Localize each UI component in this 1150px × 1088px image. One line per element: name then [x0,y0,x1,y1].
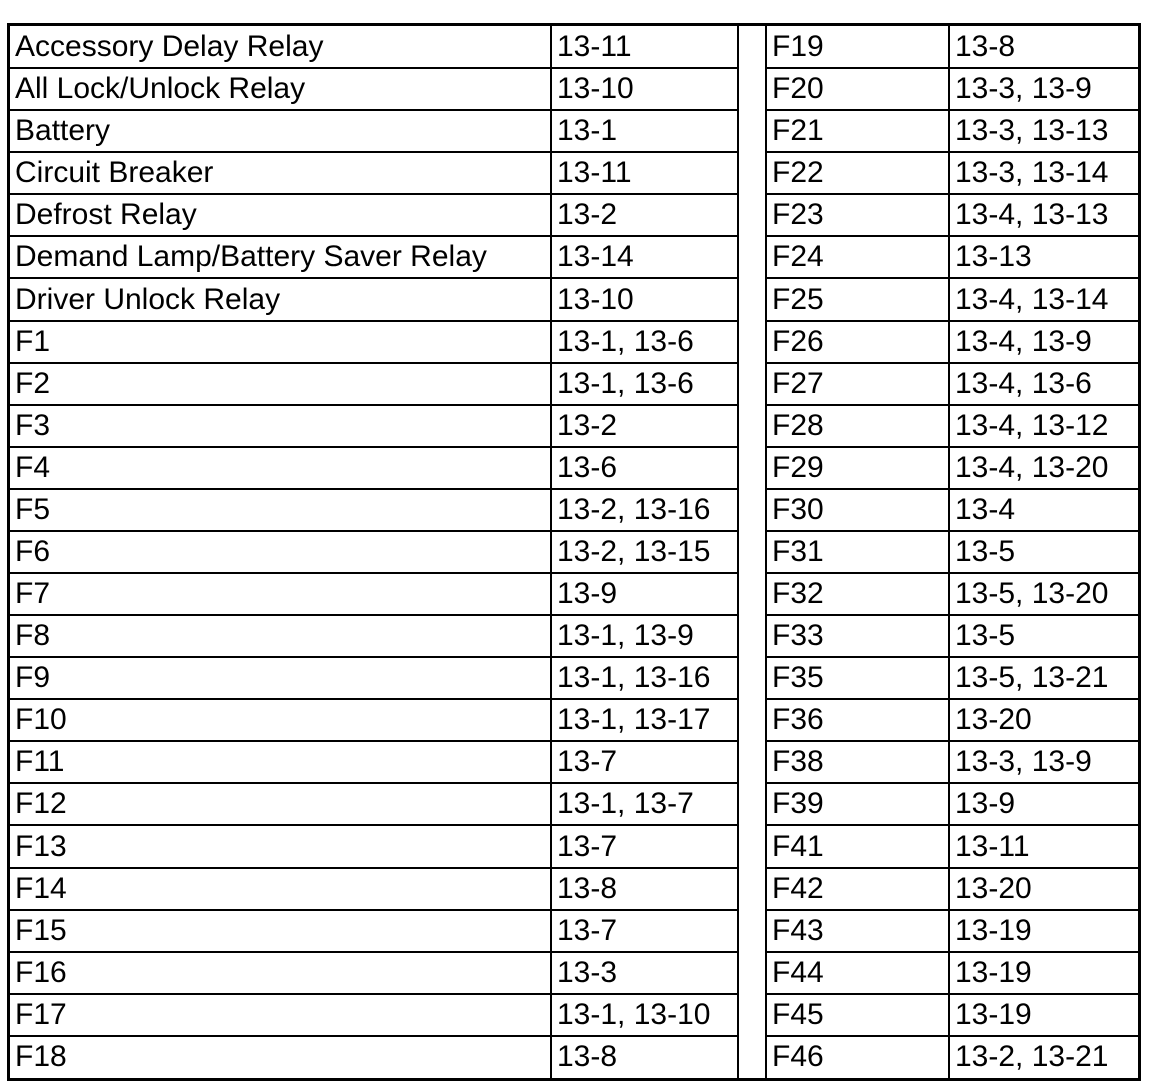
component-name-cell: F20 [766,68,949,110]
table-row [10,994,1138,1036]
component-name-cell: F17 [10,994,551,1036]
table-row [10,110,1138,152]
component-name-cell: F14 [10,868,551,910]
component-name-cell: F9 [10,657,551,699]
column-gap-cell [738,447,766,489]
component-name-cell: F8 [10,615,551,657]
page-reference-cell: 13-4 [949,489,1138,531]
component-name-cell: F22 [766,152,949,194]
page-reference-cell: 13-1, 13-10 [551,994,738,1036]
table-row [10,825,1138,867]
page-reference-cell: 13-19 [949,952,1138,994]
page-reference-cell: 13-3, 13-9 [949,741,1138,783]
table-row [10,489,1138,531]
page-reference-cell: 13-2, 13-15 [551,531,738,573]
column-gap-cell [738,615,766,657]
page-reference-cell: 13-11 [949,825,1138,867]
component-name-cell: F7 [10,573,551,615]
page-reference-cell: 13-3, 13-13 [949,110,1138,152]
page-reference-cell: 13-11 [551,152,738,194]
component-name-cell: F16 [10,952,551,994]
page-reference-cell: 13-7 [551,825,738,867]
column-gap-cell [738,825,766,867]
page-reference-cell: 13-19 [949,994,1138,1036]
component-name-cell: F35 [766,657,949,699]
page-reference-cell: 13-10 [551,68,738,110]
page-reference-cell: 13-1, 13-6 [551,363,738,405]
page-reference-cell: 13-4, 13-6 [949,363,1138,405]
component-name-cell: F44 [766,952,949,994]
component-name-cell: Driver Unlock Relay [10,278,551,320]
table-row [10,447,1138,489]
component-name-cell: F23 [766,194,949,236]
component-name-cell: Accessory Delay Relay [10,26,551,68]
page-reference-cell: 13-1 [551,110,738,152]
page-reference-cell: 13-1, 13-9 [551,615,738,657]
component-name-cell: F4 [10,447,551,489]
table-row [10,278,1138,320]
column-gap-cell [738,699,766,741]
page-reference-cell: 13-1, 13-7 [551,783,738,825]
component-index-body [10,26,1138,1078]
table-row [10,952,1138,994]
page-reference-cell: 13-4, 13-20 [949,447,1138,489]
page-reference-cell: 13-9 [949,783,1138,825]
table-row [10,910,1138,952]
component-name-cell: F26 [766,321,949,363]
page-reference-cell: 13-7 [551,741,738,783]
column-gap-cell [738,531,766,573]
table-row [10,531,1138,573]
component-name-cell: F12 [10,783,551,825]
column-gap-cell [738,489,766,531]
component-name-cell: F19 [766,26,949,68]
page-reference-cell: 13-2 [551,194,738,236]
page-reference-cell: 13-4, 13-14 [949,278,1138,320]
page-reference-cell: 13-10 [551,278,738,320]
component-name-cell: F2 [10,363,551,405]
column-gap-cell [738,405,766,447]
table-row [10,405,1138,447]
component-name-cell: F33 [766,615,949,657]
table-row [10,868,1138,910]
column-gap-cell [738,321,766,363]
component-name-cell: All Lock/Unlock Relay [10,68,551,110]
table-row [10,741,1138,783]
table-row [10,68,1138,110]
page-reference-cell: 13-3, 13-9 [949,68,1138,110]
component-name-cell: F3 [10,405,551,447]
column-gap-cell [738,278,766,320]
column-gap-cell [738,910,766,952]
column-gap-cell [738,26,766,68]
page-reference-cell: 13-20 [949,868,1138,910]
page-reference-cell: 13-19 [949,910,1138,952]
page-reference-cell: 13-5, 13-21 [949,657,1138,699]
table-row [10,194,1138,236]
component-name-cell: F39 [766,783,949,825]
component-name-cell: F6 [10,531,551,573]
column-gap-cell [738,68,766,110]
component-name-cell: F27 [766,363,949,405]
table-row [10,699,1138,741]
table-row [10,321,1138,363]
component-name-cell: F10 [10,699,551,741]
table-row [10,26,1138,68]
page-reference-cell: 13-4, 13-12 [949,405,1138,447]
component-name-cell: F36 [766,699,949,741]
page-reference-cell: 13-6 [551,447,738,489]
column-gap-cell [738,110,766,152]
page-reference-cell: 13-8 [551,1036,738,1078]
page-reference-cell: 13-13 [949,236,1138,278]
page-reference-cell: 13-5, 13-20 [949,573,1138,615]
component-name-cell: F13 [10,825,551,867]
component-name-cell: Demand Lamp/Battery Saver Relay [10,236,551,278]
table-row [10,236,1138,278]
column-gap-cell [738,952,766,994]
page-reference-cell: 13-3 [551,952,738,994]
component-name-cell: Circuit Breaker [10,152,551,194]
table-row [10,573,1138,615]
column-gap-cell [738,573,766,615]
column-gap-cell [738,868,766,910]
page-reference-cell: 13-2, 13-16 [551,489,738,531]
component-name-cell: F42 [766,868,949,910]
page-reference-cell: 13-2, 13-21 [949,1036,1138,1078]
column-gap-cell [738,994,766,1036]
component-name-cell: F18 [10,1036,551,1078]
page-reference-cell: 13-3, 13-14 [949,152,1138,194]
component-name-cell: F38 [766,741,949,783]
page-reference-cell: 13-1, 13-6 [551,321,738,363]
component-name-cell: F41 [766,825,949,867]
component-name-cell: F30 [766,489,949,531]
component-name-cell: F25 [766,278,949,320]
table-row [10,363,1138,405]
column-gap-cell [738,741,766,783]
page-reference-cell: 13-9 [551,573,738,615]
page-reference-cell: 13-20 [949,699,1138,741]
column-gap-cell [738,363,766,405]
page-reference-cell: 13-14 [551,236,738,278]
page-reference-cell: 13-2 [551,405,738,447]
table-row [10,783,1138,825]
component-name-cell: F29 [766,447,949,489]
component-name-cell: F24 [766,236,949,278]
component-name-cell: F46 [766,1036,949,1078]
page-reference-cell: 13-7 [551,910,738,952]
table-row [10,657,1138,699]
component-name-cell: F45 [766,994,949,1036]
page-reference-cell: 13-11 [551,26,738,68]
component-name-cell: F28 [766,405,949,447]
column-gap-cell [738,1036,766,1078]
component-name-cell: Battery [10,110,551,152]
page-reference-cell: 13-4, 13-13 [949,194,1138,236]
page-reference-cell: 13-8 [551,868,738,910]
component-name-cell: F21 [766,110,949,152]
component-name-cell: F1 [10,321,551,363]
column-gap-cell [738,783,766,825]
page-reference-cell: 13-4, 13-9 [949,321,1138,363]
column-gap-cell [738,657,766,699]
column-gap-cell [738,152,766,194]
component-name-cell: F15 [10,910,551,952]
component-name-cell: Defrost Relay [10,194,551,236]
component-index-table [10,26,1138,1078]
page-reference-cell: 13-5 [949,615,1138,657]
column-gap-cell [738,194,766,236]
table-row [10,615,1138,657]
page-reference-cell: 13-8 [949,26,1138,68]
component-name-cell: F11 [10,741,551,783]
component-name-cell: F43 [766,910,949,952]
component-name-cell: F5 [10,489,551,531]
component-name-cell: F31 [766,531,949,573]
page-reference-cell: 13-1, 13-16 [551,657,738,699]
page-reference-cell: 13-5 [949,531,1138,573]
table-row [10,1036,1138,1078]
component-index-table-frame [7,23,1141,1081]
page-reference-cell: 13-1, 13-17 [551,699,738,741]
table-row [10,152,1138,194]
component-name-cell: F32 [766,573,949,615]
column-gap-cell [738,236,766,278]
